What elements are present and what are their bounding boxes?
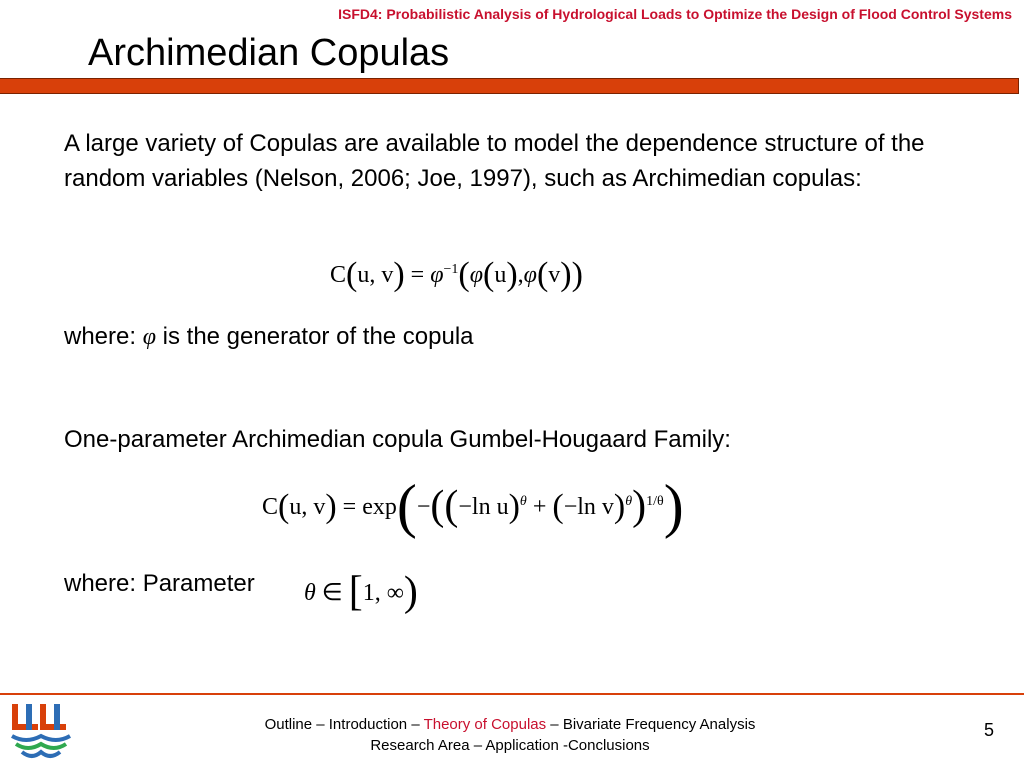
formula1-inverse: −1 — [443, 262, 459, 277]
generator-note-suffix: is the generator of the copula — [155, 323, 474, 350]
formula1-phi-v: φ — [523, 262, 537, 288]
footer-nav-line-2[interactable]: Research Area – Application -Conclusions — [370, 737, 650, 754]
formula2-args: u, v — [289, 494, 326, 520]
formula2-ln-v: −ln v — [563, 494, 614, 520]
nav-bivariate[interactable]: – Bivariate Frequency Analysis — [546, 716, 756, 733]
formula1-eq: = — [410, 262, 425, 288]
formula1-u: u — [494, 262, 507, 288]
slide-title: Archimedian Copulas — [88, 32, 450, 74]
formula1-args: u, v — [357, 262, 394, 288]
footer-nav-line-1 — [200, 714, 820, 735]
formula1-comma: , — [517, 262, 524, 288]
formula3-element-of: ∈ — [321, 580, 343, 606]
gumbel-hougaard-formula: C(u, v) = exp(−((−ln u)$^\theta$ + (−ln v)$^\theta$)$^{1/\theta}$) — [262, 473, 684, 539]
formula2-theta-1: θ — [519, 494, 527, 509]
formula1-v: v — [548, 262, 561, 288]
formula3-theta: θ — [304, 580, 316, 606]
generator-note — [64, 319, 474, 355]
formula3-interval: 1, ∞ — [362, 580, 404, 606]
formula2-outer-exponent: 1/θ — [646, 494, 664, 509]
formula2-exp: exp — [362, 494, 397, 520]
intro-paragraph: A large variety of Copulas are available to model the dependence structure of the random variables (Nelson, 2006; Joe, 1997), such as Archimedian copulas: — [64, 130, 925, 192]
nav-current-section[interactable]: Theory of Copulas — [423, 716, 547, 733]
formula1-phi: φ — [430, 262, 444, 288]
formula2-ln-u: −ln u — [458, 494, 509, 520]
footer-divider — [0, 693, 1024, 695]
conference-header: ISFD4: Probabilistic Analysis of Hydrological Loads to Optimize the Design of Flood Control Systems — [338, 6, 1012, 22]
formula2-theta-2: θ — [625, 494, 633, 509]
title-divider-bar — [0, 78, 1019, 94]
archimedean-copula-formula: C(u, $v) = \varphi^{-1}(\varphi(u),\varphi(v))$ — [330, 256, 583, 293]
parameter-note: where: Parameter — [64, 570, 255, 597]
footer-navigation — [200, 714, 820, 756]
formula2-eq: = — [342, 494, 357, 520]
parameter-range-formula: θ ∈ [1, ∞) — [304, 569, 418, 615]
formula2-c: C — [262, 494, 279, 520]
generator-note-prefix: where: — [64, 323, 143, 350]
phi-symbol: φ — [142, 324, 156, 350]
university-logo — [6, 700, 76, 762]
formula2-minus: − — [416, 494, 431, 520]
gumbel-family-label: One-parameter Archimedian copula Gumbel-Hougaard Family: — [64, 426, 731, 453]
formula1-phi-u: φ — [469, 262, 484, 288]
page-number: 5 — [983, 720, 994, 740]
formula1-c: C — [330, 262, 347, 288]
nav-outline-intro[interactable]: Outline – Introduction – — [264, 716, 424, 733]
formula2-plus: + — [532, 494, 547, 520]
